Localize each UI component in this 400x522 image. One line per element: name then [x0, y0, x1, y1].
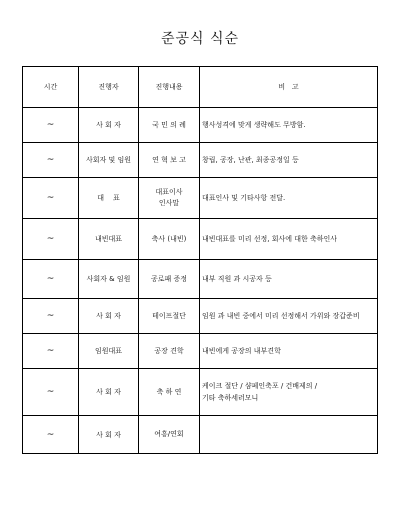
cell-time: ~ — [23, 369, 79, 416]
cell-time: ~ — [23, 178, 79, 219]
cell-note: 내부 직원 과 시공자 등 — [200, 260, 378, 299]
header-time: 시간 — [23, 67, 79, 108]
cell-time: ~ — [23, 260, 79, 299]
cell-content: 테이프절단 — [139, 299, 200, 334]
cell-note: 케이크 절단 / 샴페인축포 / 건배제의 / 기타 축하세러모니 — [200, 369, 378, 416]
cell-content: 연 혁 보 고 — [139, 143, 200, 178]
header-note: 비 고 — [200, 67, 378, 108]
table-row — [23, 299, 378, 334]
cell-note: 창립, 공장, 난관, 최종공정일 등 — [200, 143, 378, 178]
cell-note — [200, 416, 378, 454]
header-content: 진행내용 — [139, 67, 200, 108]
cell-host: 사 회 자 — [79, 299, 139, 334]
cell-host: 사회자 및 임원 — [79, 143, 139, 178]
cell-host: 사 회 자 — [79, 369, 139, 416]
table-row — [23, 108, 378, 143]
cell-note: 행사성격에 맞게 생략해도 무방함. — [200, 108, 378, 143]
cell-note: 내빈에게 공장의 내부견학 — [200, 334, 378, 369]
cell-host: 내빈대표 — [79, 219, 139, 260]
table-row — [23, 369, 378, 416]
cell-content: 국 민 의 례 — [139, 108, 200, 143]
cell-time: ~ — [23, 334, 79, 369]
cell-content: 공장 견학 — [139, 334, 200, 369]
table-header-row — [23, 67, 378, 108]
cell-content: 대표이사 인사말 — [139, 178, 200, 219]
cell-note: 임원 과 내빈 중에서 미리 선정해서 가위와 장갑준비 — [200, 299, 378, 334]
table-row — [23, 260, 378, 299]
cell-content: 여흥/연회 — [139, 416, 200, 454]
cell-host: 사 회 자 — [79, 416, 139, 454]
table-row — [23, 143, 378, 178]
cell-time: ~ — [23, 143, 79, 178]
page-title: 준공식 식순 — [160, 31, 240, 47]
cell-time: ~ — [23, 299, 79, 334]
cell-content: 축사 (내빈) — [139, 219, 200, 260]
table-row — [23, 178, 378, 219]
cell-content: 축 하 연 — [139, 369, 200, 416]
header-host: 진행자 — [79, 67, 139, 108]
cell-host: 임원대표 — [79, 334, 139, 369]
cell-time: ~ — [23, 219, 79, 260]
cell-host: 사 회 자 — [79, 108, 139, 143]
table-row — [23, 334, 378, 369]
cell-host: 사회자 & 임원 — [79, 260, 139, 299]
cell-content: 공로패 증정 — [139, 260, 200, 299]
cell-note: 내빈대표를 미리 선정, 회사에 대한 축하인사 — [200, 219, 378, 260]
cell-host: 대 표 — [79, 178, 139, 219]
cell-time: ~ — [23, 416, 79, 454]
cell-note: 대표인사 및 기타사항 전달. — [200, 178, 378, 219]
table-row — [23, 416, 378, 454]
table-row — [23, 219, 378, 260]
ceremony-schedule-table — [22, 66, 378, 454]
cell-time: ~ — [23, 108, 79, 143]
